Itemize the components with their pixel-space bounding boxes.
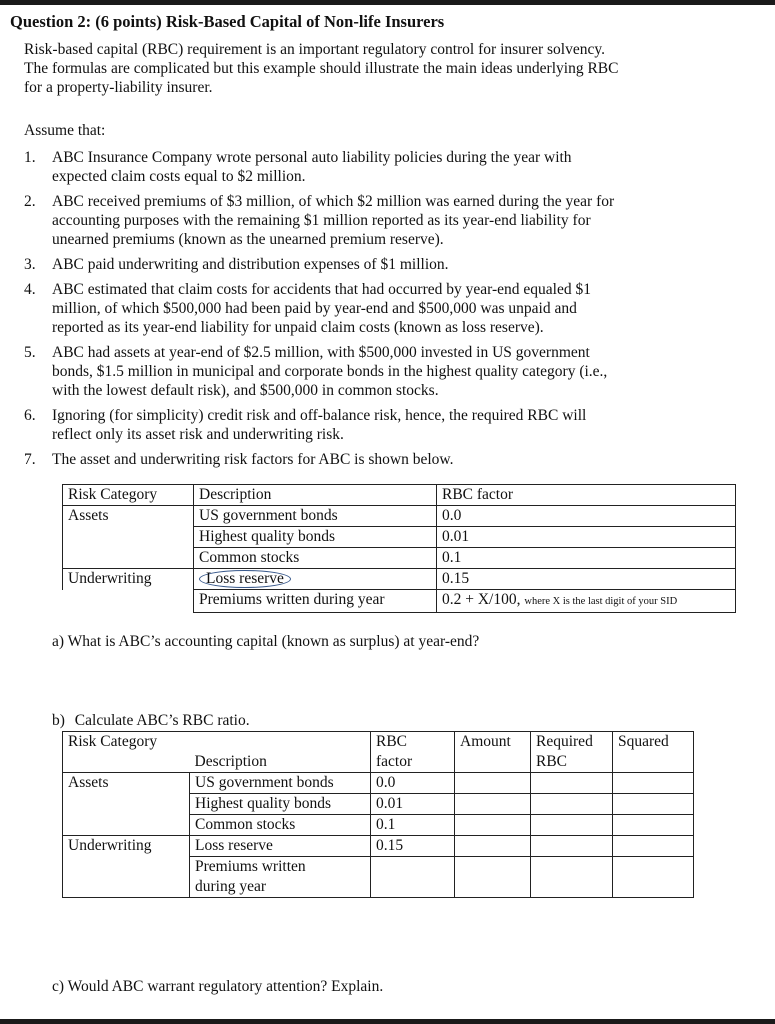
table-row [63, 815, 694, 836]
amount-cell [455, 815, 531, 836]
description-cell: Premiums written during year [194, 590, 437, 613]
bottom-border [0, 1019, 775, 1024]
list-item: 3. ABC paid underwriting and distribution expenses of $1 million. [24, 256, 449, 273]
category-cell [63, 527, 194, 548]
factor-cell [371, 857, 455, 898]
amount-cell [455, 857, 531, 898]
description-cell: Premiums written during year [190, 857, 371, 898]
list-item: 6. Ignoring (for simplicity) credit risk and off-balance risk, hence, the required RBC will reflect only its asset risk and underwriting risk. [24, 407, 587, 443]
list-item: 7. The asset and underwriting risk factors for ABC is shown below. [24, 451, 454, 468]
sid-note: where X is the last digit of your SID [524, 596, 678, 607]
table-header-row [63, 485, 736, 506]
assume-heading: Assume that: [24, 122, 106, 139]
category-cell [63, 548, 194, 569]
description-cell: US government bonds [190, 773, 371, 794]
table-header: Risk Category [63, 732, 190, 773]
table-header: Required RBC [531, 732, 613, 773]
factor-cell: 0.01 [371, 794, 455, 815]
table-row [63, 836, 694, 857]
question-title: Question 2: (6 points) Risk-Based Capital of Non-life Insurers [10, 12, 445, 31]
rbc-ratio-table [62, 731, 694, 898]
table-row [63, 569, 736, 590]
table-header: Squared [613, 732, 694, 773]
list-item: 2. ABC received premiums of $3 million, of which $2 million was earned during the year for accounting purposes with the remaining $1 million reported as its year-end liability for unearned premiums (known as the unearned premium reserve). [24, 193, 615, 248]
question-b [52, 711, 250, 730]
circled-annotation: Loss reserve [199, 570, 291, 588]
factor-cell: 0.15 [371, 836, 455, 857]
table-header: Description [194, 485, 437, 506]
category-cell: Underwriting [63, 569, 194, 590]
table-row [63, 773, 694, 794]
squared-cell [613, 815, 694, 836]
required-rbc-cell [531, 794, 613, 815]
factor-cell: 0.1 [371, 815, 455, 836]
intro-line: for a property-liability insurer. [24, 79, 213, 96]
factor-cell: 0.1 [437, 548, 736, 569]
intro-line: Risk-based capital (RBC) requirement is an important regulatory control for insurer solvency. [24, 41, 605, 58]
factor-cell: 0.15 [437, 569, 736, 590]
table-row [63, 590, 736, 613]
factor-cell: 0.0 [437, 506, 736, 527]
required-rbc-cell [531, 815, 613, 836]
intro-line: The formulas are complicated but this example should illustrate the main ideas underlying RBC [24, 60, 619, 77]
amount-cell [455, 836, 531, 857]
list-item: 5. ABC had assets at year-end of $2.5 million, with $500,000 invested in US government bonds, $1.5 million in municipal and corporate bonds in the highest quality category (i.e., with the lowest default risk), and $500,000 in common stocks. [24, 344, 608, 399]
squared-cell [613, 794, 694, 815]
table-row [63, 527, 736, 548]
squared-cell [613, 836, 694, 857]
description-cell: Common stocks [190, 815, 371, 836]
table-header: Amount [455, 732, 531, 773]
category-cell: Assets [63, 773, 190, 794]
description-cell: US government bonds [194, 506, 437, 527]
description-cell: Common stocks [194, 548, 437, 569]
question-a: a) What is ABC’s accounting capital (known as surplus) at year-end? [52, 633, 480, 650]
intro-paragraph [24, 40, 724, 97]
amount-cell [455, 773, 531, 794]
table-row [63, 548, 736, 569]
table-row [63, 794, 694, 815]
list-item: 4. ABC estimated that claim costs for accidents that had occurred by year-end equaled $1 million, of which $500,000 had been paid by year-end and $500,000 was unpaid and reported as its year-end liability for unpaid claim costs (known as loss reserve). [24, 281, 591, 336]
question-b-text: Calculate ABC’s RBC ratio. [74, 712, 250, 729]
squared-cell [613, 857, 694, 898]
required-rbc-cell [531, 773, 613, 794]
table-row [63, 506, 736, 527]
factor-cell: 0.2 + X/100, where X is the last digit of your SID [437, 590, 736, 613]
description-cell: Highest quality bonds [190, 794, 371, 815]
list-item: 1. ABC Insurance Company wrote personal auto liability policies during the year with expected claim costs equal to $2 million. [24, 149, 572, 185]
squared-cell [613, 773, 694, 794]
description-cell: Loss reserve [190, 836, 371, 857]
assumption-list [24, 148, 714, 475]
amount-cell [455, 794, 531, 815]
question-b-label: b) [52, 712, 65, 729]
table-header: Description [190, 732, 371, 773]
table-header-row [63, 732, 694, 773]
factor-cell: 0.01 [437, 527, 736, 548]
risk-factor-table [62, 484, 736, 613]
category-cell [63, 857, 190, 898]
description-cell: Highest quality bonds [194, 527, 437, 548]
table-header: RBC factor [371, 732, 455, 773]
category-cell [63, 815, 190, 836]
category-cell: Assets [63, 506, 194, 527]
required-rbc-cell [531, 857, 613, 898]
category-cell: Underwriting [63, 836, 190, 857]
top-border [0, 0, 775, 5]
question-c: c) Would ABC warrant regulatory attention? Explain. [52, 978, 384, 995]
description-cell [194, 569, 437, 590]
category-cell [63, 794, 190, 815]
factor-cell: 0.0 [371, 773, 455, 794]
category-cell [63, 590, 194, 613]
table-header: Risk Category [63, 485, 194, 506]
required-rbc-cell [531, 836, 613, 857]
table-header: RBC factor [437, 485, 736, 506]
table-row [63, 857, 694, 898]
